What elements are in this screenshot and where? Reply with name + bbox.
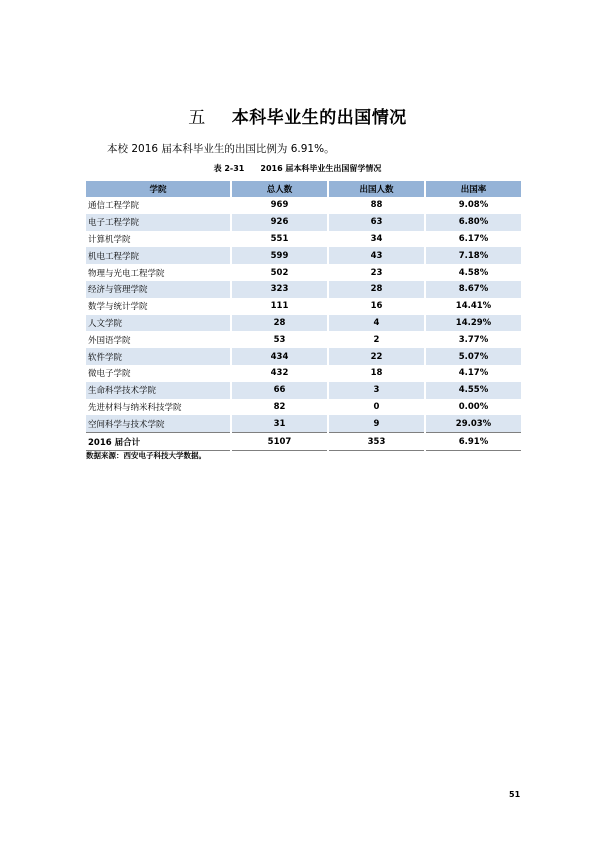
cell-abroad: 23 — [328, 264, 425, 281]
cell-abroad: 43 — [328, 247, 425, 264]
cell-total: 82 — [231, 399, 328, 416]
table-caption-number: 表 2-31 — [213, 164, 245, 173]
cell-college: 人文学院 — [85, 315, 231, 332]
cell-rate: 7.18% — [425, 247, 522, 264]
table-row — [85, 315, 522, 332]
cell-rate: 4.55% — [425, 382, 522, 399]
cell-rate: 14.29% — [425, 315, 522, 332]
study-abroad-table — [84, 181, 523, 451]
cell-rate: 6.17% — [425, 231, 522, 248]
cell-total: 432 — [231, 365, 328, 382]
header-abroad: 出国人数 — [328, 181, 425, 197]
cell-total: 969 — [231, 197, 328, 214]
header-rate: 出国率 — [425, 181, 522, 197]
table-row — [85, 415, 522, 432]
table-body — [85, 197, 522, 450]
cell-abroad: 9 — [328, 415, 425, 432]
cell-abroad: 2 — [328, 331, 425, 348]
header-total: 总人数 — [231, 181, 328, 197]
table-header-row — [85, 181, 522, 197]
cell-abroad: 3 — [328, 382, 425, 399]
cell-abroad: 16 — [328, 298, 425, 315]
cell-college: 先进材料与纳米科技学院 — [85, 399, 231, 416]
cell-total: 53 — [231, 331, 328, 348]
cell-total: 434 — [231, 348, 328, 365]
cell-abroad: 28 — [328, 281, 425, 298]
cell-total: 323 — [231, 281, 328, 298]
cell-abroad: 34 — [328, 231, 425, 248]
cell-college: 软件学院 — [85, 348, 231, 365]
page-number: 51 — [509, 790, 521, 799]
cell-abroad: 63 — [328, 214, 425, 231]
cell-college: 经济与管理学院 — [85, 281, 231, 298]
cell-abroad: 88 — [328, 197, 425, 214]
cell-rate: 9.08% — [425, 197, 522, 214]
cell-rate: 8.67% — [425, 281, 522, 298]
header-college: 学院 — [85, 181, 231, 197]
cell-college: 机电工程学院 — [85, 247, 231, 264]
cell-rate: 14.41% — [425, 298, 522, 315]
table-caption — [0, 163, 595, 174]
cell-abroad: 4 — [328, 315, 425, 332]
cell-college: 通信工程学院 — [85, 197, 231, 214]
total-cell-rate: 6.91% — [425, 433, 522, 451]
total-cell-abroad: 353 — [328, 433, 425, 451]
cell-total: 31 — [231, 415, 328, 432]
cell-rate: 4.58% — [425, 264, 522, 281]
cell-abroad: 22 — [328, 348, 425, 365]
table-total-row — [85, 433, 522, 451]
table-row — [85, 382, 522, 399]
cell-total: 926 — [231, 214, 328, 231]
cell-college: 生命科学技术学院 — [85, 382, 231, 399]
total-cell-total: 5107 — [231, 433, 328, 451]
table-row — [85, 331, 522, 348]
table-row — [85, 399, 522, 416]
cell-abroad: 18 — [328, 365, 425, 382]
table-caption-title: 2016 届本科毕业生出国留学情况 — [260, 164, 382, 173]
cell-rate: 5.07% — [425, 348, 522, 365]
cell-college: 外国语学院 — [85, 331, 231, 348]
cell-total: 551 — [231, 231, 328, 248]
cell-college: 数学与统计学院 — [85, 298, 231, 315]
cell-total: 599 — [231, 247, 328, 264]
cell-college: 电子工程学院 — [85, 214, 231, 231]
cell-total: 502 — [231, 264, 328, 281]
table-row — [85, 231, 522, 248]
table-row — [85, 348, 522, 365]
intro-paragraph: 本校 2016 届本科毕业生的出国比例为 6.91%。 — [107, 143, 335, 155]
section-number: 五 — [188, 108, 206, 128]
table-row — [85, 365, 522, 382]
cell-rate: 29.03% — [425, 415, 522, 432]
cell-abroad: 0 — [328, 399, 425, 416]
table-row — [85, 298, 522, 315]
cell-rate: 6.80% — [425, 214, 522, 231]
cell-total: 111 — [231, 298, 328, 315]
section-title: 本科毕业生的出国情况 — [231, 108, 407, 128]
cell-college: 微电子学院 — [85, 365, 231, 382]
table-row — [85, 281, 522, 298]
total-cell-college: 2016 届合计 — [85, 433, 231, 451]
cell-total: 66 — [231, 382, 328, 399]
source-note: 数据来源：西安电子科技大学数据。 — [86, 451, 206, 460]
table-row — [85, 214, 522, 231]
cell-college: 计算机学院 — [85, 231, 231, 248]
cell-rate: 4.17% — [425, 365, 522, 382]
table-row — [85, 247, 522, 264]
table-row — [85, 197, 522, 214]
cell-rate: 0.00% — [425, 399, 522, 416]
section-heading — [0, 103, 595, 128]
cell-college: 空间科学与技术学院 — [85, 415, 231, 432]
table-row — [85, 264, 522, 281]
cell-college: 物理与光电工程学院 — [85, 264, 231, 281]
cell-rate: 3.77% — [425, 331, 522, 348]
cell-total: 28 — [231, 315, 328, 332]
